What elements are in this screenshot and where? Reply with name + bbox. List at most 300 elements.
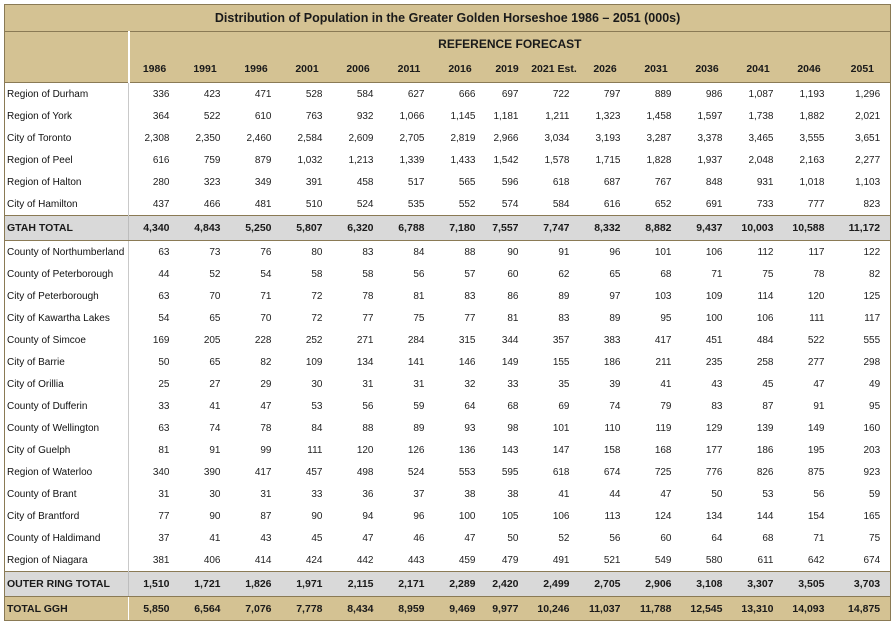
value-cell: 252 [282, 329, 333, 351]
value-cell: 53 [282, 395, 333, 417]
value-cell: 2,420 [486, 572, 529, 597]
value-cell: 674 [835, 549, 891, 572]
value-cell: 584 [529, 193, 580, 216]
value-cell: 35 [529, 373, 580, 395]
value-cell: 1,181 [486, 105, 529, 127]
value-cell: 510 [282, 193, 333, 216]
value-cell: 424 [282, 549, 333, 572]
value-cell: 114 [733, 285, 784, 307]
value-cell: 97 [580, 285, 631, 307]
value-cell: 553 [435, 461, 486, 483]
year-header-spacer [5, 56, 129, 83]
value-cell: 62 [529, 263, 580, 285]
value-cell: 58 [333, 263, 384, 285]
value-cell: 284 [384, 329, 435, 351]
value-cell: 932 [333, 105, 384, 127]
table-row [5, 505, 891, 527]
value-cell: 3,034 [529, 127, 580, 149]
table-row [5, 193, 891, 216]
value-cell: 1,032 [282, 149, 333, 171]
year-header: 1991 [180, 56, 231, 83]
value-cell: 109 [282, 351, 333, 373]
value-cell: 466 [180, 193, 231, 216]
value-cell: 535 [384, 193, 435, 216]
value-cell: 1,882 [784, 105, 835, 127]
value-cell: 139 [733, 417, 784, 439]
value-cell: 7,180 [435, 216, 486, 241]
value-cell: 8,959 [384, 597, 435, 621]
table-row [5, 461, 891, 483]
year-header: 1996 [231, 56, 282, 83]
row-label: City of Hamilton [5, 193, 129, 216]
value-cell: 437 [129, 193, 180, 216]
value-cell: 1,597 [682, 105, 733, 127]
value-cell: 484 [733, 329, 784, 351]
value-cell: 580 [682, 549, 733, 572]
value-cell: 47 [231, 395, 282, 417]
value-cell: 5,807 [282, 216, 333, 241]
value-cell: 74 [180, 417, 231, 439]
value-cell: 41 [631, 373, 682, 395]
value-cell: 423 [180, 83, 231, 106]
value-cell: 91 [180, 439, 231, 461]
value-cell: 47 [631, 483, 682, 505]
value-cell: 69 [529, 395, 580, 417]
value-cell: 41 [180, 527, 231, 549]
value-cell: 86 [486, 285, 529, 307]
value-cell: 383 [580, 329, 631, 351]
value-cell: 777 [784, 193, 835, 216]
value-cell: 2,350 [180, 127, 231, 149]
value-cell: 759 [180, 149, 231, 171]
value-cell: 134 [333, 351, 384, 373]
value-cell: 71 [784, 527, 835, 549]
value-cell: 68 [733, 527, 784, 549]
value-cell: 555 [835, 329, 891, 351]
value-cell: 80 [282, 241, 333, 264]
row-label: County of Dufferin [5, 395, 129, 417]
value-cell: 618 [529, 461, 580, 483]
value-cell: 134 [682, 505, 733, 527]
value-cell: 45 [733, 373, 784, 395]
row-label: City of Brantford [5, 505, 129, 527]
value-cell: 30 [282, 373, 333, 395]
value-cell: 879 [231, 149, 282, 171]
value-cell: 2,048 [733, 149, 784, 171]
value-cell: 6,564 [180, 597, 231, 621]
value-cell: 78 [784, 263, 835, 285]
table-row [5, 105, 891, 127]
value-cell: 56 [784, 483, 835, 505]
value-cell: 1,458 [631, 105, 682, 127]
value-cell: 443 [384, 549, 435, 572]
value-cell: 186 [733, 439, 784, 461]
value-cell: 129 [682, 417, 733, 439]
value-cell: 53 [733, 483, 784, 505]
value-cell: 280 [129, 171, 180, 193]
value-cell: 1,213 [333, 149, 384, 171]
value-cell: 2,584 [282, 127, 333, 149]
value-cell: 1,066 [384, 105, 435, 127]
table-row [5, 329, 891, 351]
value-cell: 59 [835, 483, 891, 505]
value-cell: 87 [231, 505, 282, 527]
value-cell: 1,211 [529, 105, 580, 127]
value-cell: 2,115 [333, 572, 384, 597]
value-cell: 3,378 [682, 127, 733, 149]
value-cell: 29 [231, 373, 282, 395]
value-cell: 98 [486, 417, 529, 439]
value-cell: 3,193 [580, 127, 631, 149]
value-cell: 733 [733, 193, 784, 216]
value-cell: 364 [129, 105, 180, 127]
value-cell: 100 [682, 307, 733, 329]
value-cell: 39 [580, 373, 631, 395]
value-cell: 64 [435, 395, 486, 417]
value-cell: 88 [333, 417, 384, 439]
value-cell: 381 [129, 549, 180, 572]
value-cell: 595 [486, 461, 529, 483]
value-cell: 56 [333, 395, 384, 417]
value-cell: 203 [835, 439, 891, 461]
value-cell: 79 [631, 395, 682, 417]
value-cell: 52 [180, 263, 231, 285]
value-cell: 442 [333, 549, 384, 572]
value-cell: 12,545 [682, 597, 733, 621]
value-cell: 417 [631, 329, 682, 351]
value-cell: 211 [631, 351, 682, 373]
value-cell: 154 [784, 505, 835, 527]
value-cell: 2,163 [784, 149, 835, 171]
value-cell: 31 [231, 483, 282, 505]
value-cell: 84 [282, 417, 333, 439]
value-cell: 3,287 [631, 127, 682, 149]
value-cell: 687 [580, 171, 631, 193]
value-cell: 106 [682, 241, 733, 264]
value-cell: 1,323 [580, 105, 631, 127]
table-row [5, 83, 891, 106]
value-cell: 2,819 [435, 127, 486, 149]
value-cell: 923 [835, 461, 891, 483]
value-cell: 110 [580, 417, 631, 439]
row-label: County of Northumberland [5, 241, 129, 264]
value-cell: 72 [282, 307, 333, 329]
table-title: Distribution of Population in the Greater Golden Horseshoe 1986 – 2051 (000s) [5, 5, 891, 32]
value-cell: 33 [129, 395, 180, 417]
value-cell: 3,465 [733, 127, 784, 149]
year-header: 2036 [682, 56, 733, 83]
value-cell: 13,310 [733, 597, 784, 621]
value-cell: 611 [733, 549, 784, 572]
value-cell: 349 [231, 171, 282, 193]
value-cell: 9,977 [486, 597, 529, 621]
value-cell: 3,703 [835, 572, 891, 597]
value-cell: 315 [435, 329, 486, 351]
value-cell: 9,469 [435, 597, 486, 621]
value-cell: 1,971 [282, 572, 333, 597]
value-cell: 160 [835, 417, 891, 439]
value-cell: 524 [333, 193, 384, 216]
value-cell: 7,076 [231, 597, 282, 621]
value-cell: 122 [835, 241, 891, 264]
value-cell: 1,738 [733, 105, 784, 127]
value-cell: 1,339 [384, 149, 435, 171]
value-cell: 1,721 [180, 572, 231, 597]
value-cell: 106 [733, 307, 784, 329]
row-label: TOTAL GGH [5, 597, 129, 621]
value-cell: 147 [529, 439, 580, 461]
row-label: Region of Waterloo [5, 461, 129, 483]
value-cell: 481 [231, 193, 282, 216]
value-cell: 451 [682, 329, 733, 351]
value-cell: 91 [529, 241, 580, 264]
table-row [5, 351, 891, 373]
value-cell: 2,499 [529, 572, 580, 597]
value-cell: 37 [129, 527, 180, 549]
value-cell: 521 [580, 549, 631, 572]
value-cell: 691 [682, 193, 733, 216]
value-cell: 11,788 [631, 597, 682, 621]
value-cell: 36 [333, 483, 384, 505]
value-cell: 33 [282, 483, 333, 505]
value-cell: 47 [784, 373, 835, 395]
value-cell: 83 [529, 307, 580, 329]
value-cell: 390 [180, 461, 231, 483]
value-cell: 1,937 [682, 149, 733, 171]
value-cell: 2,705 [580, 572, 631, 597]
table-body [5, 83, 891, 621]
value-cell: 65 [180, 351, 231, 373]
row-label: Region of York [5, 105, 129, 127]
value-cell: 875 [784, 461, 835, 483]
row-label: City of Toronto [5, 127, 129, 149]
value-cell: 94 [333, 505, 384, 527]
value-cell: 146 [435, 351, 486, 373]
value-cell: 50 [682, 483, 733, 505]
value-cell: 763 [282, 105, 333, 127]
value-cell: 49 [835, 373, 891, 395]
value-cell: 75 [733, 263, 784, 285]
value-cell: 931 [733, 171, 784, 193]
value-cell: 37 [384, 483, 435, 505]
value-cell: 84 [384, 241, 435, 264]
value-cell: 83 [333, 241, 384, 264]
value-cell: 618 [529, 171, 580, 193]
value-cell: 2,906 [631, 572, 682, 597]
value-cell: 105 [486, 505, 529, 527]
value-cell: 584 [333, 83, 384, 106]
row-label: City of Peterborough [5, 285, 129, 307]
value-cell: 54 [231, 263, 282, 285]
value-cell: 81 [129, 439, 180, 461]
row-label: City of Barrie [5, 351, 129, 373]
value-cell: 528 [282, 83, 333, 106]
value-cell: 776 [682, 461, 733, 483]
value-cell: 82 [231, 351, 282, 373]
value-cell: 30 [180, 483, 231, 505]
value-cell: 258 [733, 351, 784, 373]
value-cell: 627 [384, 83, 435, 106]
value-cell: 1,103 [835, 171, 891, 193]
value-cell: 1,510 [129, 572, 180, 597]
row-label: Region of Niagara [5, 549, 129, 572]
row-label: Region of Durham [5, 83, 129, 106]
table-row [5, 127, 891, 149]
year-header: 2046 [784, 56, 835, 83]
year-header-row [5, 56, 891, 83]
value-cell: 31 [129, 483, 180, 505]
value-cell: 498 [333, 461, 384, 483]
value-cell: 44 [129, 263, 180, 285]
value-cell: 165 [835, 505, 891, 527]
value-cell: 1,578 [529, 149, 580, 171]
value-cell: 38 [486, 483, 529, 505]
value-cell: 73 [180, 241, 231, 264]
value-cell: 1,433 [435, 149, 486, 171]
table-row [5, 549, 891, 572]
value-cell: 2,966 [486, 127, 529, 149]
value-cell: 6,320 [333, 216, 384, 241]
value-cell: 106 [529, 505, 580, 527]
value-cell: 298 [835, 351, 891, 373]
value-cell: 340 [129, 461, 180, 483]
value-cell: 31 [333, 373, 384, 395]
row-label: County of Simcoe [5, 329, 129, 351]
value-cell: 96 [580, 241, 631, 264]
value-cell: 6,788 [384, 216, 435, 241]
value-cell: 52 [529, 527, 580, 549]
value-cell: 60 [486, 263, 529, 285]
value-cell: 616 [129, 149, 180, 171]
row-label: OUTER RING TOTAL [5, 572, 129, 597]
table-row [5, 527, 891, 549]
value-cell: 823 [835, 193, 891, 216]
value-cell: 45 [282, 527, 333, 549]
value-cell: 2,609 [333, 127, 384, 149]
value-cell: 889 [631, 83, 682, 106]
value-cell: 177 [682, 439, 733, 461]
value-cell: 27 [180, 373, 231, 395]
value-cell: 126 [384, 439, 435, 461]
value-cell: 89 [580, 307, 631, 329]
value-cell: 46 [384, 527, 435, 549]
value-cell: 90 [282, 505, 333, 527]
value-cell: 9,437 [682, 216, 733, 241]
value-cell: 57 [435, 263, 486, 285]
value-cell: 7,778 [282, 597, 333, 621]
value-cell: 77 [435, 307, 486, 329]
value-cell: 71 [231, 285, 282, 307]
value-cell: 3,651 [835, 127, 891, 149]
year-header: 2051 [835, 56, 891, 83]
value-cell: 65 [180, 307, 231, 329]
value-cell: 491 [529, 549, 580, 572]
value-cell: 89 [529, 285, 580, 307]
value-cell: 64 [682, 527, 733, 549]
value-cell: 2,460 [231, 127, 282, 149]
value-cell: 136 [435, 439, 486, 461]
value-cell: 767 [631, 171, 682, 193]
value-cell: 5,250 [231, 216, 282, 241]
value-cell: 522 [180, 105, 231, 127]
value-cell: 81 [384, 285, 435, 307]
value-cell: 1,018 [784, 171, 835, 193]
value-cell: 459 [435, 549, 486, 572]
value-cell: 642 [784, 549, 835, 572]
value-cell: 596 [486, 171, 529, 193]
value-cell: 1,542 [486, 149, 529, 171]
value-cell: 120 [784, 285, 835, 307]
table-row [5, 307, 891, 329]
row-label: Region of Peel [5, 149, 129, 171]
value-cell: 195 [784, 439, 835, 461]
value-cell: 323 [180, 171, 231, 193]
value-cell: 117 [835, 307, 891, 329]
value-cell: 44 [580, 483, 631, 505]
value-cell: 63 [129, 241, 180, 264]
value-cell: 95 [835, 395, 891, 417]
population-table [4, 4, 891, 621]
value-cell: 5,850 [129, 597, 180, 621]
value-cell: 235 [682, 351, 733, 373]
value-cell: 2,308 [129, 127, 180, 149]
value-cell: 344 [486, 329, 529, 351]
value-cell: 117 [784, 241, 835, 264]
value-cell: 119 [631, 417, 682, 439]
year-header: 2019 [486, 56, 529, 83]
value-cell: 14,093 [784, 597, 835, 621]
year-header: 2006 [333, 56, 384, 83]
value-cell: 75 [835, 527, 891, 549]
value-cell: 141 [384, 351, 435, 373]
value-cell: 1,145 [435, 105, 486, 127]
value-cell: 7,747 [529, 216, 580, 241]
reference-forecast-header: REFERENCE FORECAST [129, 32, 891, 57]
value-cell: 406 [180, 549, 231, 572]
value-cell: 32 [435, 373, 486, 395]
value-cell: 95 [631, 307, 682, 329]
value-cell: 610 [231, 105, 282, 127]
value-cell: 471 [231, 83, 282, 106]
value-cell: 616 [580, 193, 631, 216]
value-cell: 168 [631, 439, 682, 461]
value-cell: 3,555 [784, 127, 835, 149]
value-cell: 149 [486, 351, 529, 373]
value-cell: 74 [580, 395, 631, 417]
row-label: Region of Halton [5, 171, 129, 193]
value-cell: 83 [435, 285, 486, 307]
value-cell: 666 [435, 83, 486, 106]
value-cell: 111 [282, 439, 333, 461]
value-cell: 77 [333, 307, 384, 329]
value-cell: 89 [384, 417, 435, 439]
value-cell: 43 [682, 373, 733, 395]
value-cell: 72 [282, 285, 333, 307]
value-cell: 2,277 [835, 149, 891, 171]
value-cell: 2,171 [384, 572, 435, 597]
row-label: City of Guelph [5, 439, 129, 461]
row-label: County of Haldimand [5, 527, 129, 549]
value-cell: 76 [231, 241, 282, 264]
value-cell: 50 [486, 527, 529, 549]
value-cell: 479 [486, 549, 529, 572]
value-cell: 417 [231, 461, 282, 483]
value-cell: 63 [129, 417, 180, 439]
year-header: 2026 [580, 56, 631, 83]
table-row [5, 171, 891, 193]
outer-ring-total-row [5, 572, 891, 597]
value-cell: 78 [333, 285, 384, 307]
